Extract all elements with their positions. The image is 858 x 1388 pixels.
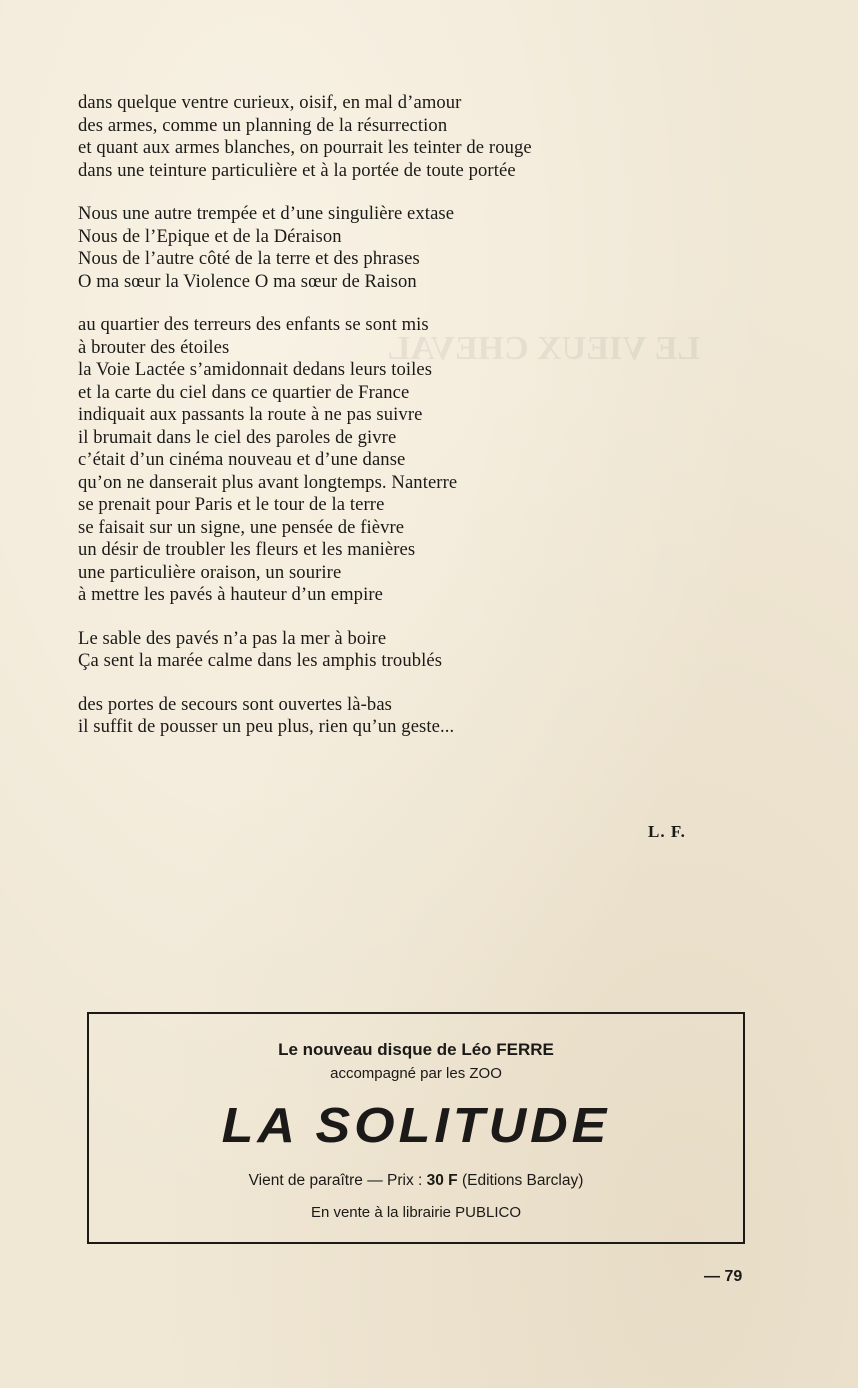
release-suffix: (Editions Barclay): [457, 1172, 584, 1189]
poem-line: O ma sœur la Violence O ma sœur de Raison: [78, 270, 417, 292]
poem-line: indiquait aux passants la route à ne pas suivre: [78, 404, 423, 425]
poem-line: une particulière oraison, un sourire: [78, 561, 342, 583]
poem-line: au quartier des terreurs des enfants se sont mis: [78, 314, 429, 335]
author-signature: L. F.: [648, 822, 686, 841]
poem-line: des portes de secours sont ouvertes là-bas: [78, 693, 393, 715]
poem-line: c’était d’un cinéma nouveau et d’une danse: [78, 449, 406, 470]
poem-line: à mettre les pavés à hauteur d’un empire: [78, 584, 383, 605]
poem-line: Nous de l’Epique et de la Déraison: [78, 225, 342, 247]
stanza: [78, 92, 698, 182]
poem-line: des armes, comme un planning de la résurrection: [78, 114, 448, 136]
poem-line: se faisait sur un signe, une pensée de fièvre: [78, 516, 405, 538]
album-title: LA SOLITUDE: [221, 1098, 611, 1154]
poem-line: il brumait dans le ciel des paroles de givre: [78, 426, 397, 448]
price: 30 F: [426, 1172, 458, 1189]
ad-release-info: [89, 1172, 743, 1190]
stanza: [78, 628, 698, 673]
poem-line: Le sable des pavés n’a pas la mer à boire: [78, 627, 387, 649]
poem-line: il suffit de pousser un peu plus, rien qu’un geste...: [78, 716, 455, 737]
poem-line: dans quelque ventre curieux, oisif, en mal d’amour: [78, 92, 462, 113]
stanza: [78, 314, 698, 607]
poem-line: Nous une autre trempée et d’une singulière extase: [78, 203, 455, 224]
poem: [78, 92, 698, 760]
poem-line: et quant aux armes blanches, on pourrait les teinter de rouge: [78, 137, 532, 158]
poem-line: Nous de l’autre côté de la terre et des phrases: [78, 248, 420, 269]
show-through-text: LE VIEUX CHEVAL: [387, 330, 700, 367]
poem-line: et la carte du ciel dans ce quartier de France: [78, 381, 410, 403]
ad-headline: Le nouveau disque de Léo FERRE: [278, 1040, 554, 1059]
poem-line: Ça sent la marée calme dans les amphis troublés: [78, 650, 443, 671]
poem-line: la Voie Lactée s’amidonnait dedans leurs toiles: [78, 359, 433, 380]
release-prefix: Vient de paraître — Prix :: [248, 1172, 427, 1189]
ad-sale-info: En vente à la librairie PUBLICO: [310, 1204, 522, 1221]
poem-line: à brouter des étoiles: [78, 336, 230, 358]
stanza: [78, 694, 698, 739]
poem-line: se prenait pour Paris et le tour de la terre: [78, 494, 385, 515]
record-advertisement: [87, 1012, 745, 1244]
poem-line: un désir de troubler les fleurs et les manières: [78, 539, 416, 560]
page-number: — 79: [704, 1268, 743, 1285]
poem-line: qu’on ne danserait plus avant longtemps. Nanterre: [78, 471, 458, 493]
stanza: [78, 203, 698, 293]
ad-subline: accompagné par les ZOO: [330, 1065, 502, 1082]
poem-line: dans une teinture particulière et à la portée de toute portée: [78, 159, 516, 181]
